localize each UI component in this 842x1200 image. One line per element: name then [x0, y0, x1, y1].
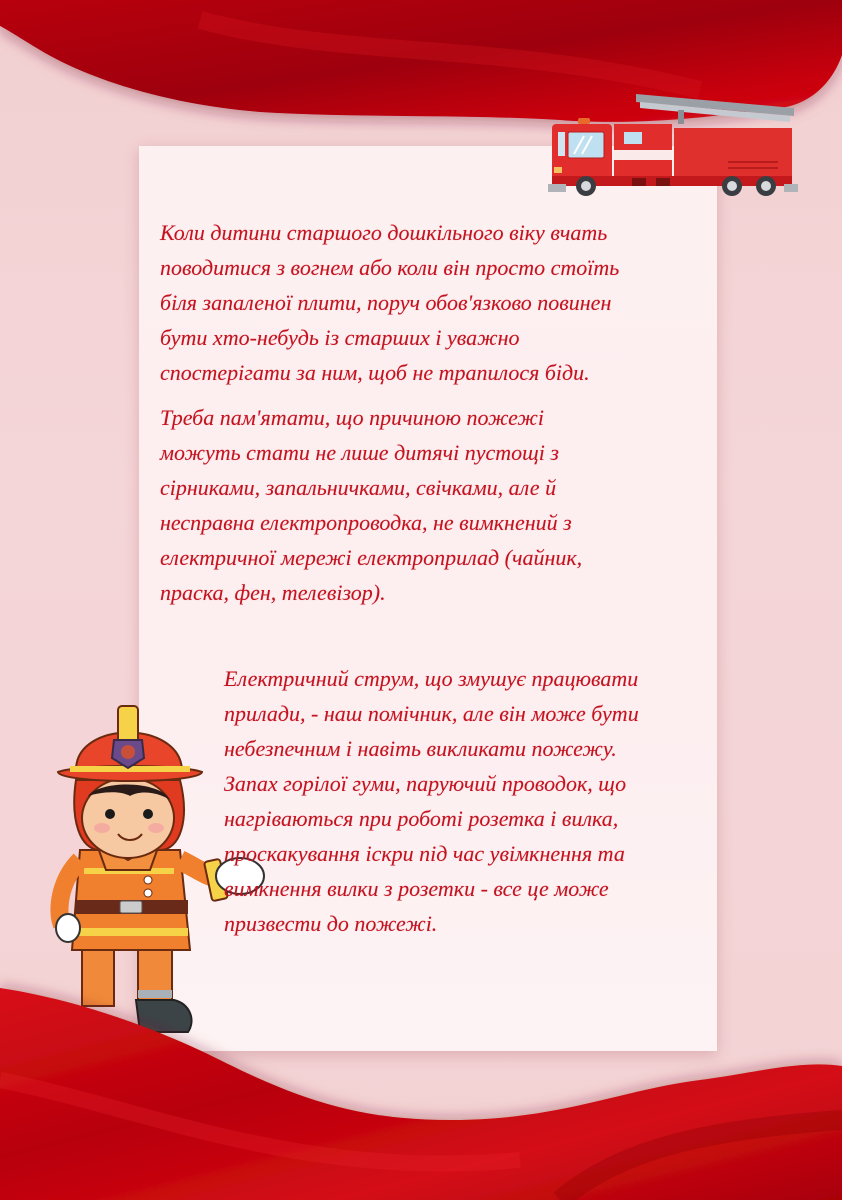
text-line: призвести до пожежі.	[224, 911, 438, 936]
text-line: прилади, - наш помічник, але він може бути	[224, 701, 639, 726]
paragraph-electric-danger	[224, 661, 639, 941]
text-line: небезпечним і навіть викликати пожежу.	[224, 736, 617, 761]
text-line: проскакування іскри під час увімкнення та	[224, 841, 625, 866]
red-drape-bottom	[0, 960, 842, 1200]
text-line: Коли дитини старшого дошкільного віку вчать	[160, 220, 608, 245]
text-line: електричної мережі електроприлад (чайник,	[160, 545, 583, 570]
text-line: поводитися з вогнем або коли він просто стоїть	[160, 255, 620, 280]
text-line: Запах горілої гуми, паруючий проводок, що	[224, 771, 627, 796]
text-line: Треба пам'ятати, що причиною пожежі	[160, 405, 544, 430]
text-line: спостерігати за ним, щоб не трапилося біди.	[160, 360, 590, 385]
text-line: Електричний струм, що змушує працювати	[224, 666, 639, 691]
text-line: праска, фен, телевізор).	[160, 580, 386, 605]
paragraph-fire-causes	[160, 400, 582, 610]
fire-truck-illustration	[548, 92, 800, 196]
text-line: вимкнення вилки з розетки - все це може	[224, 876, 609, 901]
paragraph-supervision	[160, 215, 619, 390]
text-line: сірниками, запальничками, свічками, але й	[160, 475, 557, 500]
text-line: несправна електропроводка, не вимкнений з	[160, 510, 572, 535]
text-line: можуть стати не лише дитячі пустощі з	[160, 440, 559, 465]
text-line: нагріваються при роботі розетка і вилка,	[224, 806, 619, 831]
text-line: бути хто-небудь із старших і уважно	[160, 325, 520, 350]
text-line: біля запаленої плити, поруч обов'язково повинен	[160, 290, 612, 315]
